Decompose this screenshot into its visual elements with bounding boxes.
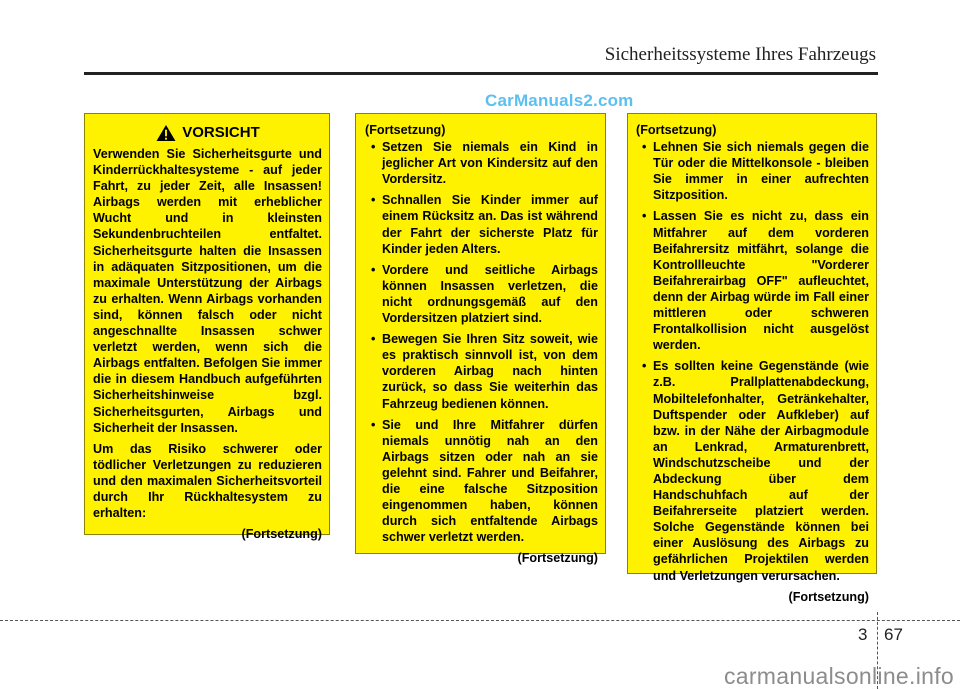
continued-label: (Fortsetzung)	[517, 551, 598, 566]
continued-label: (Fortsetzung)	[241, 527, 322, 542]
list-item-text: Lassen Sie es nicht zu, dass ein Mitfahrer auf dem vorderen Beifahrersitz mitfährt, solange die Kontrollleuchte "Vorderer Beifahrerairbag OFF" aufleuchtet, denn der Airbag würde im Fall einer mittleren oder schweren Frontalkollision nicht ausgelöst werden.	[653, 209, 869, 353]
footer-rule	[0, 620, 960, 621]
caution-box-continued-1	[355, 113, 606, 566]
caution-paragraph-2: Um das Risiko schwerer oder tödlicher Verletzungen zu reduzieren und den maximalen Sicherheitsvorteil durch Ihr Rückhaltesystem zu erhalten:	[93, 441, 322, 521]
list-item-text: Bewegen Sie Ihren Sitz soweit, wie es praktisch sinnvoll ist, von dem vorderen Airbag nach hinten zurück, so dass Sie weiterhin das Fahrzeug bedienen können.	[382, 332, 598, 411]
list-item-text: Vordere und seitliche Airbags können Insassen verletzen, die nicht ordnungsgemäß auf den Vordersitzen platziert sind.	[382, 262, 598, 326]
bullet-list	[365, 139, 598, 545]
bullet-glyph: •	[642, 359, 647, 374]
list-item-text: Lehnen Sie sich niemals gegen die Tür oder die Mittelkonsole - bleiben Sie immer in einer aufrechten Sitzposition.	[653, 140, 869, 203]
page-header-title: Sicherheitssysteme Ihres Fahrzeugs	[604, 44, 876, 65]
watermark-bottom: carmanualsonline.info	[723, 663, 954, 689]
caution-paragraph-1: Verwenden Sie Sicherheitsgurte und Kinderrückhaltesysteme - auf jeder Fahrt, zu jeder Zeit, alle Insassen! Airbags werden mit erheblicher Wucht und in kleinsten Sekundenbruchteilen entfaltet. Sicherheitsgurte halten die Insassen in adäquaten Sitzpositionen, um die maximale Unterstützung der Airbags zu erhalten. Wenn Airbags vorhanden sind, können falsch oder nicht angeschnallte Insassen schwer verletzt werden, wenn sich die Airbags entfalten. Befolgen Sie immer die in diesem Handbuch aufgeführten Sicherheitshinweise bzgl. Sicherheitsgurten, Airbags und Sicherheit der Insassen.	[93, 147, 322, 435]
list-item	[365, 192, 598, 256]
warning-triangle-icon	[155, 124, 177, 142]
list-item	[365, 331, 598, 411]
bullet-glyph: •	[371, 193, 376, 208]
continued-label: (Fortsetzung)	[788, 589, 869, 604]
list-item	[365, 262, 598, 326]
bullet-glyph: •	[371, 417, 376, 432]
list-item-text: Sie und Ihre Mitfahrer dürfen niemals unnötig nah an den Airbags sitzen oder nah an sie gelehnt sind. Fahrer und Beifahrer, die eine falsche Sitzposition eingenommen haben, können durch sich entfaltende Airbags schwer verletzt werden.	[382, 417, 598, 545]
bullet-glyph: •	[371, 262, 376, 277]
list-item	[636, 358, 869, 583]
list-item-text: Setzen Sie niemals ein Kind in jeglicher Art von Kindersitz auf den Vordersitz.	[382, 140, 598, 187]
caution-box-continued-2	[627, 113, 877, 604]
list-item	[636, 208, 869, 353]
bullet-glyph: •	[371, 140, 376, 155]
bullet-glyph: •	[642, 140, 647, 155]
list-item	[365, 139, 598, 187]
continued-top-label: (Fortsetzung)	[636, 123, 717, 137]
list-item-text: Schnallen Sie Kinder immer auf einem Rücksitz an. Das ist während der Fahrt der sicherste Platz für Kinder jeden Alters.	[382, 193, 598, 256]
watermark-top: CarManuals2.com	[485, 91, 634, 110]
page-number: 67	[884, 625, 903, 644]
bullet-glyph: •	[642, 209, 647, 224]
list-item	[365, 417, 598, 546]
header-rule	[84, 72, 878, 75]
caution-box	[84, 113, 330, 542]
caution-title: VORSICHT	[182, 123, 260, 141]
chapter-number: 3	[858, 625, 868, 644]
bullet-list	[636, 139, 869, 584]
caution-heading	[93, 124, 322, 142]
bullet-glyph: •	[371, 332, 376, 347]
list-item	[636, 139, 869, 203]
continued-top-label: (Fortsetzung)	[365, 123, 446, 137]
list-item-text: Es sollten keine Gegenstände (wie z.B. Prallplattenabdeckung, Mobiltelefonhalter, Getränkehalter, Duftspender oder Aufkleber) auf bzw. in der Nähe der Airbagmodule an Lenkrad, Armaturenbrett, Windschutzscheibe und der Abdeckung über dem Handschuhfach auf der Beifahrerseite platziert werden. Solche Gegenstände können bei einer Auslösung des Airbags zu gefährlichen Projektilen werden und Verletzungen verursachen.	[653, 359, 869, 583]
